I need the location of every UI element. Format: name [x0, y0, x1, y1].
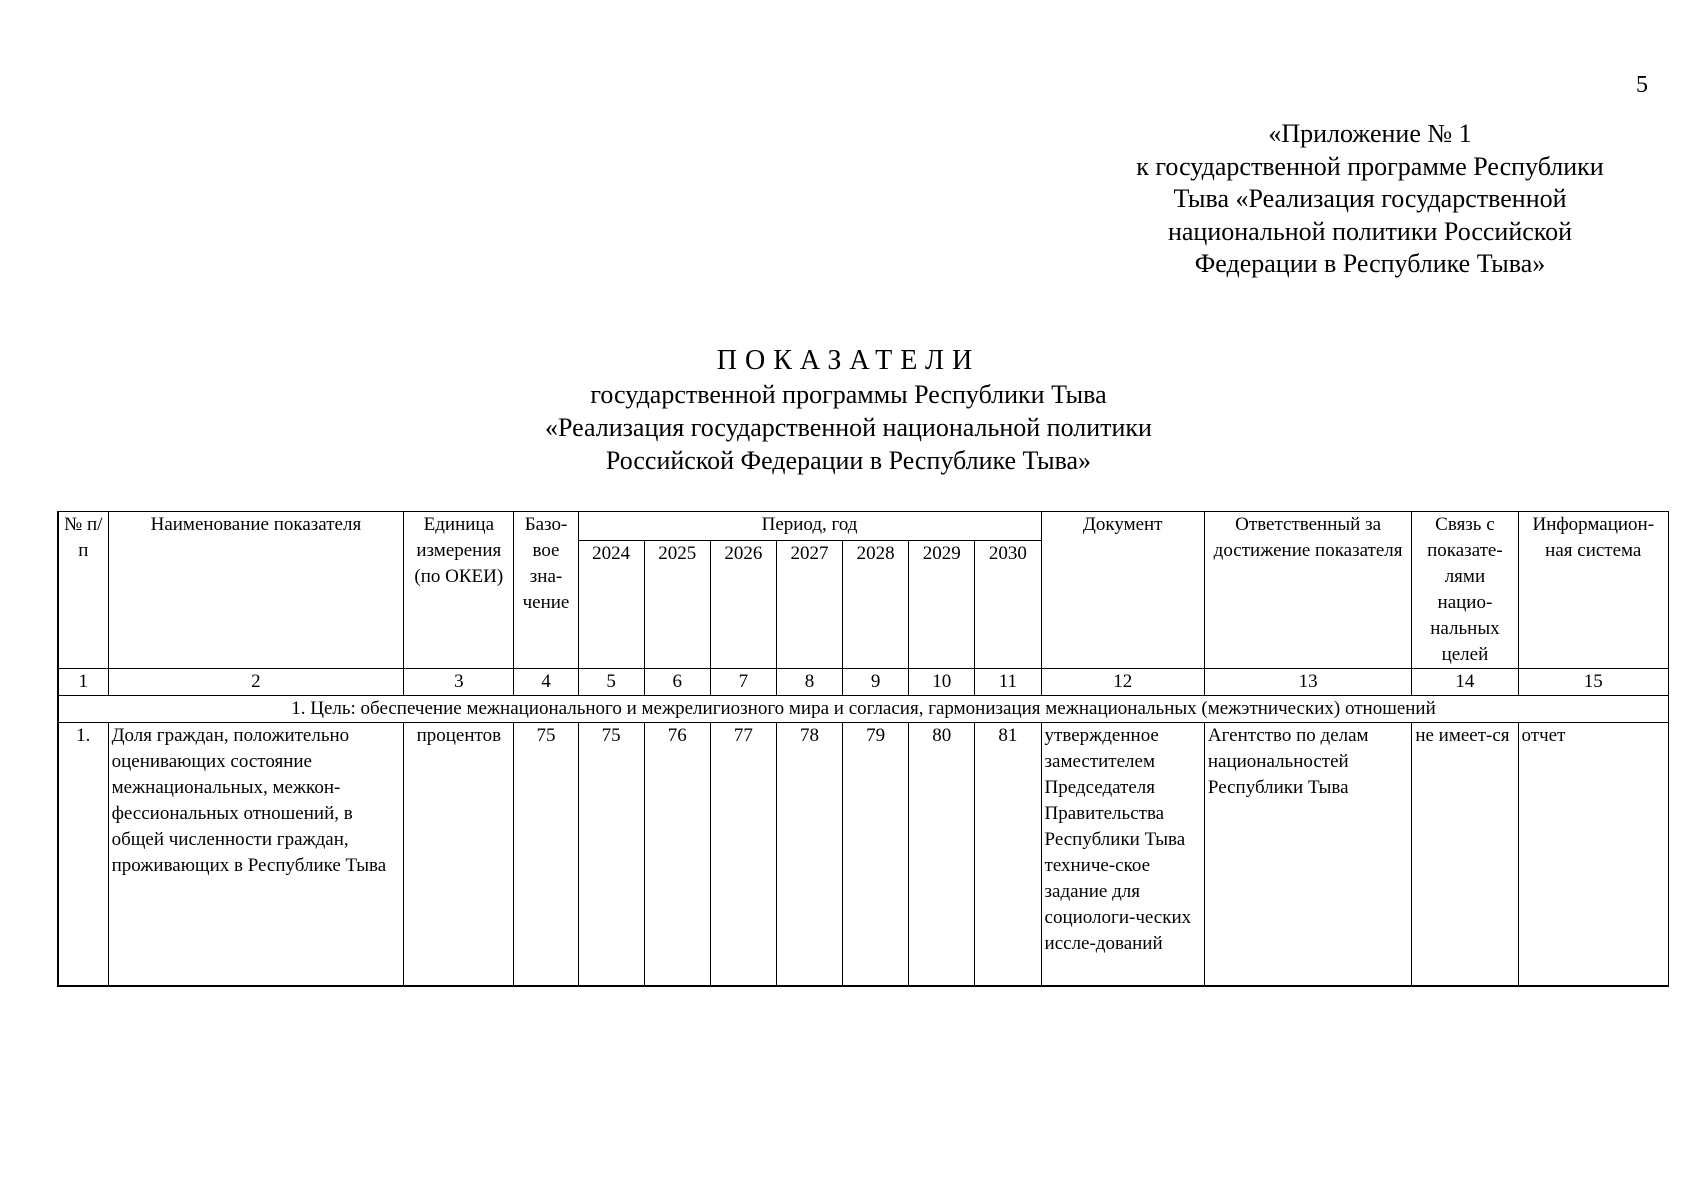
indicator-value: 80 [909, 723, 975, 987]
header-year: 2028 [843, 541, 909, 669]
column-number: 11 [975, 669, 1041, 696]
indicator-value: 78 [776, 723, 842, 987]
subtitle-line: государственной программы Республики Тыва [590, 380, 1107, 409]
indicator-unit: процентов [404, 723, 514, 987]
header-year: 2025 [644, 541, 710, 669]
column-number: 7 [710, 669, 776, 696]
header-year: 2027 [776, 541, 842, 669]
column-number: 15 [1518, 669, 1668, 696]
header-document: Документ [1041, 512, 1204, 669]
header-year: 2026 [710, 541, 776, 669]
header-unit: Единица измерения (по ОКЕИ) [404, 512, 514, 669]
subtitle-line: Российской Федерации в Республике Тыва» [605, 446, 1092, 475]
appendix-line: к государственной программе Республики [1136, 151, 1604, 181]
column-number: 8 [776, 669, 842, 696]
header-year: 2024 [578, 541, 644, 669]
appendix-line: Федерации в Республике Тыва» [1194, 249, 1546, 278]
column-number: 12 [1041, 669, 1204, 696]
appendix-line: Тыва «Реализация государственной [1173, 184, 1567, 213]
column-number-row [58, 669, 1669, 696]
page-number: 5 [1636, 72, 1648, 98]
header-row [58, 512, 1669, 541]
column-number: 13 [1204, 669, 1411, 696]
header-name: Наименование показателя [108, 512, 404, 669]
column-number: 4 [514, 669, 578, 696]
subtitle-line: «Реализация государственной национальной политики [545, 413, 1152, 442]
indicator-info-system: отчет [1518, 723, 1668, 987]
header-year: 2029 [909, 541, 975, 669]
header-responsible: Ответственный за достижение показателя [1204, 512, 1411, 669]
indicator-value: 75 [578, 723, 644, 987]
column-number: 1 [58, 669, 108, 696]
column-number: 2 [108, 669, 404, 696]
column-number: 3 [404, 669, 514, 696]
goal-text: 1. Цель: обеспечение межнационального и межрелигиозного мира и согласия, гармонизация межнациональных (межэтнических) отношений [58, 696, 1669, 723]
appendix-note [1080, 118, 1660, 281]
header-link: Связь с показате-лями нацио-нальных целей [1412, 512, 1518, 669]
column-number: 9 [843, 669, 909, 696]
column-number: 5 [578, 669, 644, 696]
table-row [58, 723, 1669, 987]
indicator-value: 79 [843, 723, 909, 987]
indicator-value: 76 [644, 723, 710, 987]
header-num: № п/п [58, 512, 108, 669]
indicator-value: 77 [710, 723, 776, 987]
header-year: 2030 [975, 541, 1041, 669]
indicator-document: утвержденное заместителем Председателя Правительства Республики Тыва техниче-ское задание для социологи-ческих иссле-дований [1041, 723, 1204, 987]
header-base: Базо-вое зна-чение [514, 512, 578, 669]
column-number: 10 [909, 669, 975, 696]
column-number: 6 [644, 669, 710, 696]
appendix-line: «Приложение № 1 [1268, 119, 1472, 148]
title-main: ПОКАЗАТЕЛИ [716, 345, 981, 376]
document-title [400, 344, 1297, 477]
appendix-line: национальной политики Российской [1167, 216, 1573, 246]
indicators-table [57, 511, 1669, 987]
column-number: 14 [1412, 669, 1518, 696]
indicator-base: 75 [514, 723, 578, 987]
indicator-value: 81 [975, 723, 1041, 987]
goal-row [58, 696, 1669, 723]
indicator-responsible: Агентство по делам национальностей Республики Тыва [1204, 723, 1411, 987]
indicator-name: Доля граждан, положительно оценивающих состояние межнациональных, межкон-фессиональных отношений, в общей численности граждан, проживающих в Республике Тыва [108, 723, 404, 987]
row-num: 1. [58, 723, 108, 987]
indicator-link: не имеет-ся [1412, 723, 1518, 987]
header-info-system: Информацион-ная система [1518, 512, 1668, 669]
header-period: Период, год [578, 512, 1041, 541]
